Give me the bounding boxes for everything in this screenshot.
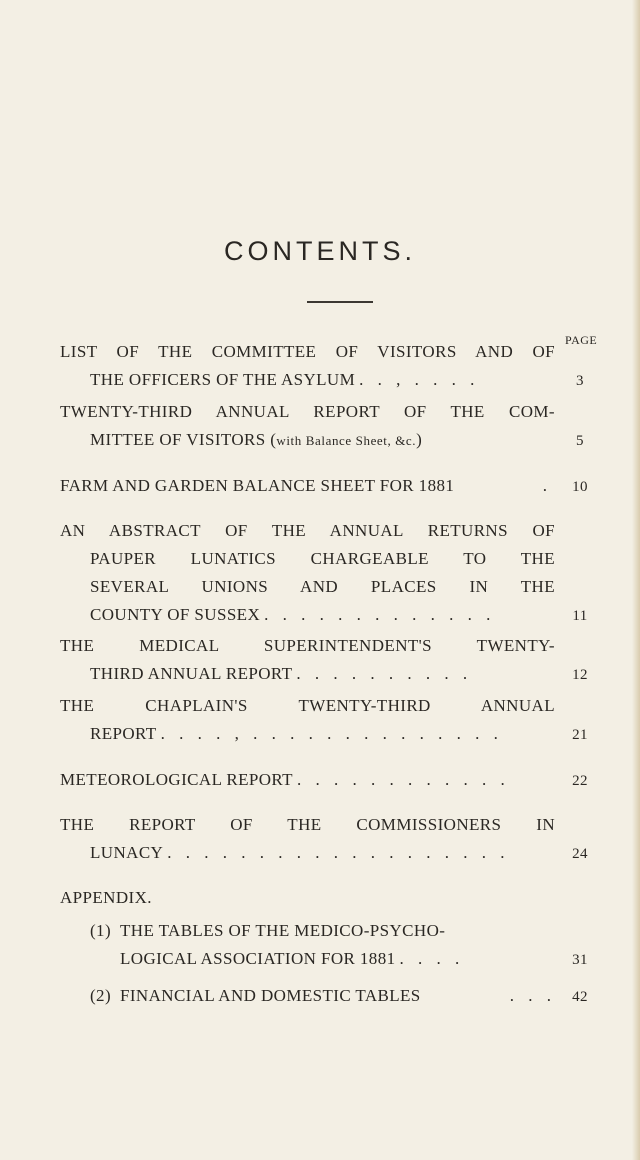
toc-entry-line: TWENTY-THIRD ANNUAL REPORT OF THE COM- bbox=[60, 402, 555, 421]
appendix-item-number: (2) bbox=[90, 986, 112, 1005]
appendix-item-tables bbox=[90, 921, 598, 977]
page-number: 22 bbox=[572, 773, 588, 789]
dot-leader: . . . bbox=[509, 986, 556, 1005]
toc-entry-last-line bbox=[60, 770, 598, 798]
dot-leader: . . . . bbox=[399, 949, 465, 968]
page-edge bbox=[632, 0, 640, 1160]
toc-entry-last-line bbox=[60, 605, 598, 633]
title-rule bbox=[307, 301, 373, 303]
toc-entry-chaplain bbox=[60, 696, 598, 752]
page-column-heading: PAGE bbox=[565, 333, 598, 347]
page-number: 42 bbox=[572, 989, 588, 1005]
page-number: 12 bbox=[572, 667, 588, 683]
toc-entry-abstract bbox=[60, 521, 598, 633]
toc-entry-line: THE TABLES OF THE MEDICO-PSYCHO- bbox=[120, 921, 446, 940]
toc-entry-line: AN ABSTRACT OF THE ANNUAL RETURNS OF bbox=[60, 521, 555, 540]
closing-paren: ) bbox=[416, 430, 423, 449]
page-number: 21 bbox=[572, 727, 588, 743]
toc-entry-last-line bbox=[60, 724, 598, 752]
toc-entry-line: REPORT bbox=[90, 724, 157, 743]
page-number: 11 bbox=[572, 608, 588, 624]
dot-leader: . . . . , . . . . . . . . . . . . . . bbox=[160, 724, 503, 743]
toc-entry-last-line bbox=[60, 430, 598, 458]
small-caps-note: with Balance Sheet, &c. bbox=[276, 433, 417, 448]
toc-entry-line: METEOROLOGICAL REPORT bbox=[60, 770, 293, 789]
toc-entry-line: SEVERAL UNIONS AND PLACES IN THE bbox=[90, 577, 555, 596]
toc-entry-committee bbox=[60, 342, 598, 398]
toc-entry-annual-report bbox=[60, 402, 598, 458]
page-number: 3 bbox=[576, 373, 584, 389]
page-title: CONTENTS. bbox=[223, 236, 416, 266]
appendix-heading: APPENDIX. bbox=[60, 888, 152, 907]
toc-entry-line: THIRD ANNUAL REPORT bbox=[90, 664, 293, 683]
toc-entry-medical-superintendent bbox=[60, 636, 598, 692]
toc-entry-farm-garden bbox=[60, 476, 598, 504]
dot-leader: . . . . . . . . . . . . bbox=[296, 770, 510, 789]
toc-entry-line: LUNACY bbox=[90, 843, 164, 862]
dot-leader: . bbox=[542, 476, 552, 495]
page-number: 24 bbox=[572, 846, 588, 862]
dot-leader: . . , . . . . bbox=[359, 370, 480, 389]
toc-entry-line: THE CHAPLAIN'S TWENTY-THIRD ANNUAL bbox=[60, 696, 555, 715]
toc-entry-last-line bbox=[60, 370, 598, 398]
dot-leader: . . . . . . . . . . . . . . . . . . . bbox=[167, 843, 510, 862]
toc-entry-last-line bbox=[60, 664, 598, 692]
toc-entry-line: LOGICAL ASSOCIATION FOR 1881 bbox=[120, 949, 396, 968]
toc-entry-line: FARM AND GARDEN BALANCE SHEET FOR 1881 bbox=[60, 476, 455, 495]
toc-entry-line: FINANCIAL AND DOMESTIC TABLES bbox=[120, 986, 421, 1005]
dot-leader: . . . . . . . . . . . . . bbox=[264, 605, 496, 624]
toc-entry-line: THE OFFICERS OF THE ASYLUM bbox=[90, 370, 356, 389]
toc-entry-meteorological bbox=[60, 770, 598, 798]
toc-entry-line: THE MEDICAL SUPERINTENDENT'S TWENTY- bbox=[60, 636, 555, 655]
toc-entry-line: PAUPER LUNATICS CHARGEABLE TO THE bbox=[90, 549, 555, 568]
toc-entry-line: THE REPORT OF THE COMMISSIONERS IN bbox=[60, 815, 555, 834]
appendix-item-first-line bbox=[90, 921, 598, 949]
appendix-item-last-line bbox=[90, 949, 598, 977]
page-number: 31 bbox=[572, 952, 588, 968]
toc-entry-line: LIST OF THE COMMITTEE OF VISITORS AND OF bbox=[60, 342, 555, 361]
appendix-item-number: (1) bbox=[90, 921, 112, 940]
page-number: 5 bbox=[576, 433, 584, 449]
page-number: 10 bbox=[572, 479, 588, 495]
appendix-item-last-line bbox=[90, 986, 598, 1014]
toc-entry-last-line bbox=[60, 476, 598, 504]
toc-entry-line: MITTEE OF VISITORS ( bbox=[90, 430, 277, 449]
toc-entry-commissioners bbox=[60, 815, 598, 871]
toc-entry-last-line bbox=[60, 843, 598, 871]
toc-entry-line: COUNTY OF SUSSEX bbox=[90, 605, 261, 624]
dot-leader: . . . . . . . . . . bbox=[296, 664, 473, 683]
appendix-item-financial bbox=[90, 986, 598, 1014]
